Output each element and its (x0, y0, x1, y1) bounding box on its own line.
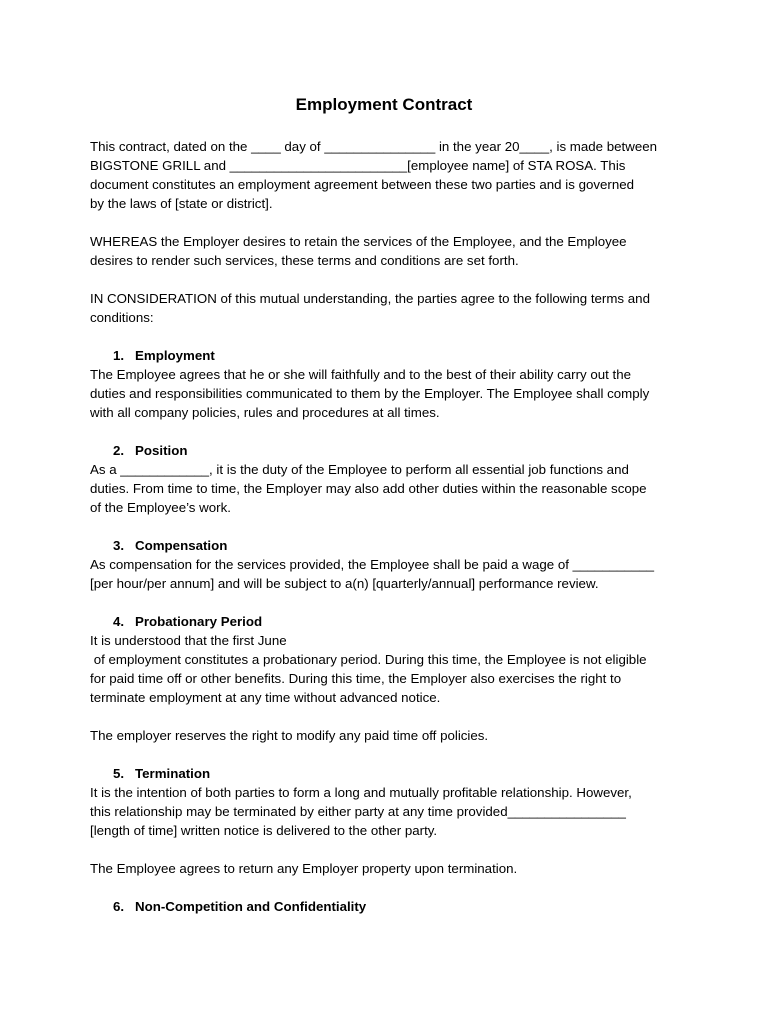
text-line: It is the intention of both parties to form a long and mutually profitable relationship. However, (90, 785, 632, 800)
text-line: duties and responsibilities communicated to them by the Employer. The Employee shall comply (90, 386, 650, 401)
paragraph-gap (90, 745, 690, 764)
consideration-paragraph (90, 289, 690, 327)
section-heading (90, 897, 690, 916)
section-number: 2. (113, 443, 125, 458)
section-title: Compensation (135, 538, 228, 553)
section-employment (90, 346, 690, 422)
section-termination (90, 764, 690, 878)
section-title: Probationary Period (135, 614, 263, 629)
text-line: The Employee agrees to return any Employer property upon termination. (90, 861, 518, 876)
section-number: 6. (113, 899, 125, 914)
text-line: duties. From time to time, the Employer may also add other duties within the reasonable scope (90, 481, 647, 496)
section-heading (90, 441, 690, 460)
paragraph-gap (90, 840, 690, 859)
section-probationary-period (90, 612, 690, 745)
section-title: Non-Competition and Confidentiality (135, 899, 367, 914)
text-line: of the Employee’s work. (90, 500, 231, 515)
section-position (90, 441, 690, 517)
text-line: WHEREAS the Employer desires to retain the services of the Employee, and the Employee (90, 234, 627, 249)
paragraph-gap (90, 213, 690, 232)
text-line: As compensation for the services provided, the Employee shall be paid a wage of ___________ (90, 557, 655, 572)
text-line: The Employee agrees that he or she will faithfully and to the best of their ability carry out the (90, 367, 632, 382)
section-title: Position (135, 443, 188, 458)
intro-paragraph (90, 137, 690, 213)
section-compensation (90, 536, 690, 593)
text-line: [length of time] written notice is delivered to the other party. (90, 823, 438, 838)
text-line: this relationship may be terminated by either party at any time provided________________ (90, 804, 626, 819)
section-heading (90, 764, 690, 783)
section-heading (90, 612, 690, 631)
text-line: desires to render such services, these terms and conditions are set forth. (90, 253, 519, 268)
text-line: As a ____________, it is the duty of the Employee to perform all essential job functions and (90, 462, 629, 477)
section-non-competition (90, 897, 690, 916)
text-line: [per hour/per annum] and will be subject to a(n) [quarterly/annual] performance review. (90, 576, 599, 591)
paragraph-gap (90, 327, 690, 346)
text-line: BIGSTONE GRILL and ________________________[employee name] of STA ROSA. This (90, 158, 626, 173)
paragraph-gap (90, 517, 690, 536)
text-line: document constitutes an employment agreement between these two parties and is governed (90, 177, 635, 192)
paragraph-gap (90, 270, 690, 289)
section-number: 3. (113, 538, 125, 553)
section-number: 4. (113, 614, 125, 629)
section-number: 5. (113, 766, 125, 781)
document-title: Employment Contract (295, 95, 473, 114)
text-line: with all company policies, rules and procedures at all times. (90, 405, 440, 420)
text-line: This contract, dated on the ____ day of _______________ in the year 20____, is made between (90, 139, 658, 154)
document-body (90, 137, 690, 916)
text-line: conditions: (90, 310, 154, 325)
paragraph-gap (90, 593, 690, 612)
text-line: It is understood that the first June (90, 633, 287, 648)
text-line: of employment constitutes a probationary period. During this time, the Employee is not eligible (90, 652, 647, 667)
whereas-paragraph (90, 232, 690, 270)
paragraph-gap (90, 707, 690, 726)
text-line: terminate employment at any time without advanced notice. (90, 690, 441, 705)
text-line: for paid time off or other benefits. During this time, the Employer also exercises the right to (90, 671, 622, 686)
paragraph-gap (90, 422, 690, 441)
paragraph-gap (90, 878, 690, 897)
text-line: by the laws of [state or district]. (90, 196, 273, 211)
section-heading (90, 536, 690, 555)
section-number: 1. (113, 348, 125, 363)
section-heading (90, 346, 690, 365)
section-title: Termination (135, 766, 211, 781)
text-line: The employer reserves the right to modify any paid time off policies. (90, 728, 489, 743)
section-title: Employment (135, 348, 215, 363)
text-line: IN CONSIDERATION of this mutual understanding, the parties agree to the following terms and (90, 291, 650, 306)
